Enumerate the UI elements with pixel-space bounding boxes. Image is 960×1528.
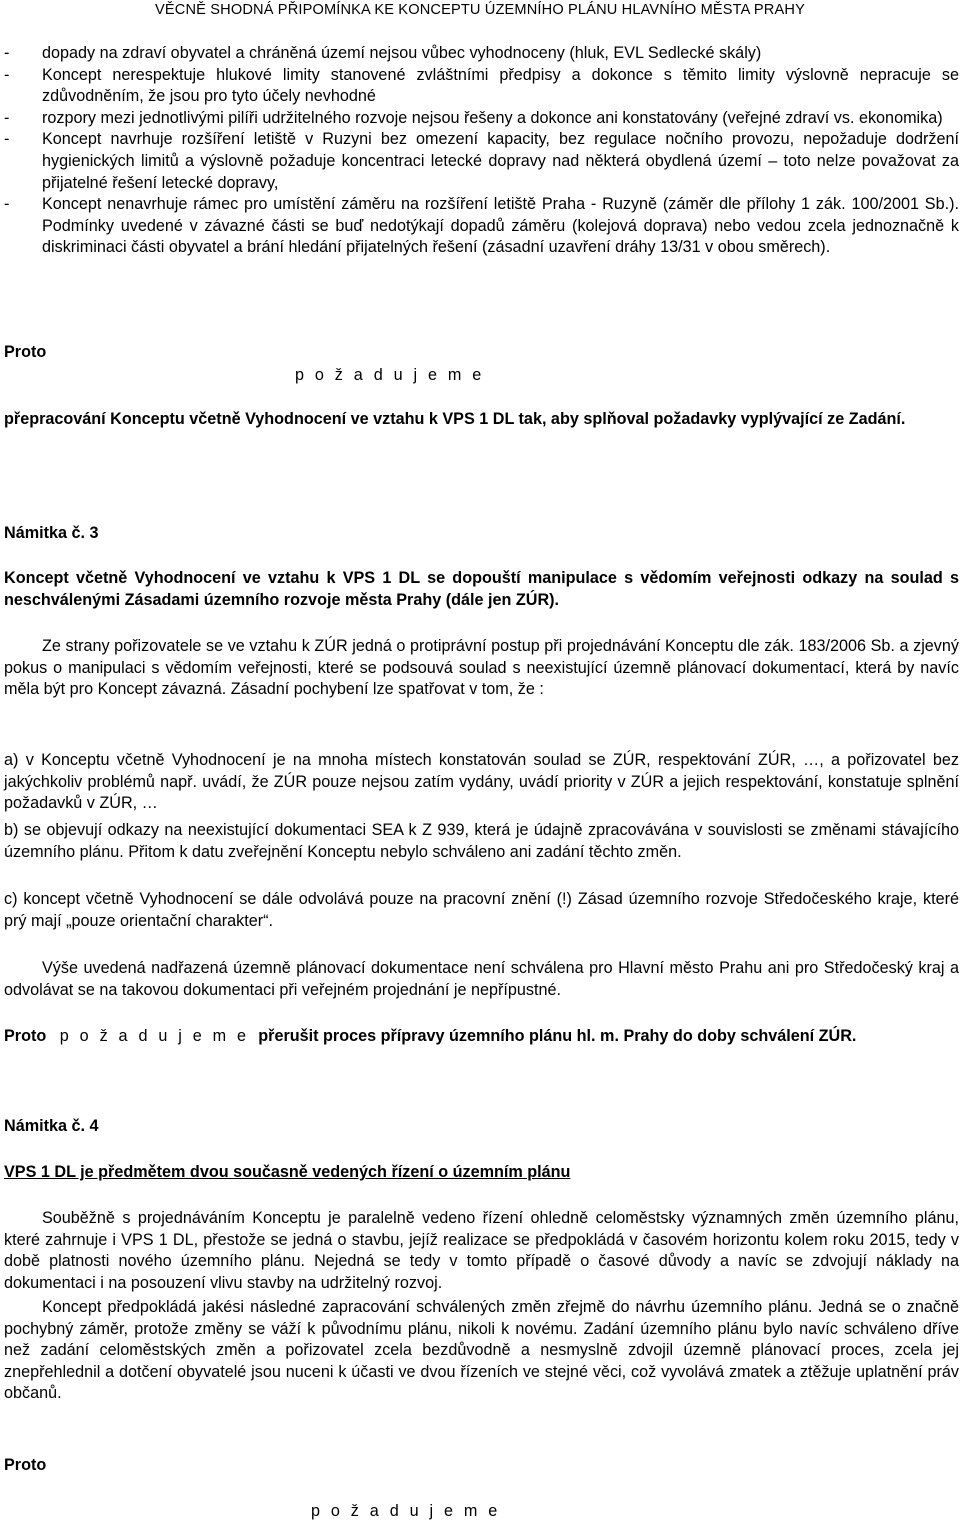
list-item-text: Koncept nenavrhuje rámec pro umístění záměru na rozšíření letiště Praha - Ruzyně (záměr dle přílohy 1 zák. 100/2001 Sb.). Podmínky uvedené v závazné části se buď nedotýkají dopadů záměru (kolejová doprava) nebo vedou zcela jednoznačně k diskriminaci části obyvatel a brání hledání přijatelných řešení (zásadní uzavření dráhy 13/31 v obou směrech). [42, 195, 959, 257]
namitka-3-point-c: c) koncept včetně Vyhodnocení se dále odvolává pouze na pracovní znění (!) Zásad územního rozvoje Středočeského kraje, které prý mají „pouze orientační charakter“. [4, 890, 959, 930]
list-dash: - [4, 44, 10, 62]
pozadujeme-label-2 [311, 1501, 711, 1523]
document-header: VĚCNĚ SHODNÁ PŘIPOMÍNKA KE KONCEPTU ÚZEMNÍHO PLÁNU HLAVNÍHO MĚSTA PRAHY [155, 2, 805, 18]
list-item-text: rozpory mezi jednotlivými pilíři udržitelného rozvoje nejsou řešeny a dokonce ani konstatovány (veřejné zdraví vs. ekonomika) [42, 108, 943, 127]
list-dash: - [4, 108, 10, 127]
namitka-4-paragraph-2: Koncept předpokládá jakési následné zapracování schválených změn zřejmě do návrhu územního plánu. Jedná se o značně pochybný záměr, protože změny se váží k původnímu plánu, nikoli k novému. Zadání územního plánu bylo navíc schváleno dříve než zadání celoměstských změn a pořizovatel zcela bezdůvodně a nesmyslně zdvojil územně plánovací proces, zcela jej znepřehlednil a dotčení obyvatelé jsou nuceni k účasti ve dvou řízeních ve stejné věci, což vyvolává zmatek a ztěžuje uplatnění práv občanů. [4, 1298, 959, 1403]
pozadujeme-label [295, 365, 695, 387]
list-item-text: dopady na zdraví obyvatel a chráněná území nejsou vůbec vyhodnoceny (hluk, EVL Sedlecké skály) [42, 44, 762, 62]
list-item-text: Koncept navrhuje rozšíření letiště v Ruzyni bez omezení kapacity, bez regulace nočního provozu, nepožaduje dodržení hygienických limitů a výslovně požaduje koncentraci letecké dopravy nad některá obydlená území – toto nelze považovat za přijatelné řešení letecké dopravy, [42, 130, 959, 192]
list-item-text: Koncept nerespektuje hlukové limity stanovené zvláštními předpisy a dokonce s těmito limity výslovně nepracuje se zdůvodněním, že jsou pro tyto účely nevhodné [42, 65, 959, 106]
namitka-3-point-b: b) se objevují odkazy na neexistující dokumentaci SEA k Z 939, která je údajně zpracovávána v souvislosti se změnami stávajícího územního plánu. Přitom k datu zveřejnění Konceptu nebylo schváleno ani zadání těchto změn. [4, 821, 959, 861]
pozadujeme-inline: p o ž a d u j e m e [59, 1027, 250, 1045]
intro-list [4, 43, 959, 259]
pozadujeme-text: p o ž a d u j e m e [295, 366, 485, 384]
namitka-3-title: Námitka č. 3 [4, 524, 99, 542]
list-item [4, 43, 959, 65]
list-dash: - [4, 130, 10, 149]
namitka-4-title: Námitka č. 4 [4, 1117, 99, 1135]
demand-text: přepracování Konceptu včetně Vyhodnocení ve vztahu k VPS 1 DL tak, aby splňoval požadavky vyplývající ze Zadání. [4, 410, 906, 428]
namitka-3-demand [4, 1026, 959, 1048]
proto-label: Proto [4, 343, 47, 361]
namitka-4-heading: VPS 1 DL je předmětem dvou současně vedených řízení o územním plánu [4, 1163, 571, 1181]
namitka-3-point-a: a) v Konceptu včetně Vyhodnocení je na mnoha místech konstatován soulad se ZÚR, respektování ZÚR, …, a pořizovatel bez jakýchkoliv problémů např. uvádí, že ZÚR pouze nejsou zatím vydány, uvádí priority v ZÚR a jejich respektování, konstatuje splnění požadavků v ZÚR, … [4, 751, 959, 813]
proto-label-2: Proto [4, 1456, 47, 1474]
list-item [4, 129, 959, 194]
namitka-3-heading: Koncept včetně Vyhodnocení ve vztahu k VPS 1 DL se dopouští manipulace s vědomím veřejnosti odkazy na soulad s neschválenými Zásadami územního rozvoje města Prahy (dále jen ZÚR). [4, 569, 959, 609]
namitka-3-paragraph: Ze strany pořizovatele se ve vztahu k ZÚR jedná o protiprávní postup při projednávání Konceptu dle zák. 183/2006 Sb. a zjevný pokus o manipulaci s vědomím veřejnosti, které se podsouvá soulad s neexistující územně plánovací dokumentací, která by navíc měla být pro Koncept závazná. Zásadní pochybení lze spatřovat v tom, že : [4, 637, 959, 699]
list-item [4, 108, 959, 130]
pozadujeme-text-2: p o ž a d u j e m e [311, 1502, 501, 1520]
list-dash: - [4, 195, 10, 214]
list-dash: - [4, 65, 10, 84]
list-item [4, 65, 959, 108]
list-item [4, 194, 959, 259]
namitka-4-paragraph: Souběžně s projednáváním Konceptu je paralelně vedeno řízení ohledně celoměstsky významných změn územního plánu, které zahrnuje i VPS 1 DL, přestože se jedná o stavbu, jejíž realizace se předpokládá v časovém horizontu kolem roku 2015, tedy v době platnosti nového územního plánu. Nejedná se tedy v tomto případě o časové důvody a navíc se zdvojují náklady na dokumentaci i na posouzení vlivu stavby na udržitelný rozvoj. [4, 1209, 959, 1292]
demand-inline-text: přerušit proces přípravy územního plánu hl. m. Prahy do doby schválení ZÚR. [258, 1027, 857, 1045]
namitka-3-paragraph-2: Výše uvedená nadřazená územně plánovací dokumentace není schválena pro Hlavní město Prahu ani pro Středočeský kraj a odvolávat se na takovou dokumentaci při veřejném projednání je nepřípustné. [4, 959, 959, 999]
proto-inline: Proto [4, 1027, 47, 1045]
